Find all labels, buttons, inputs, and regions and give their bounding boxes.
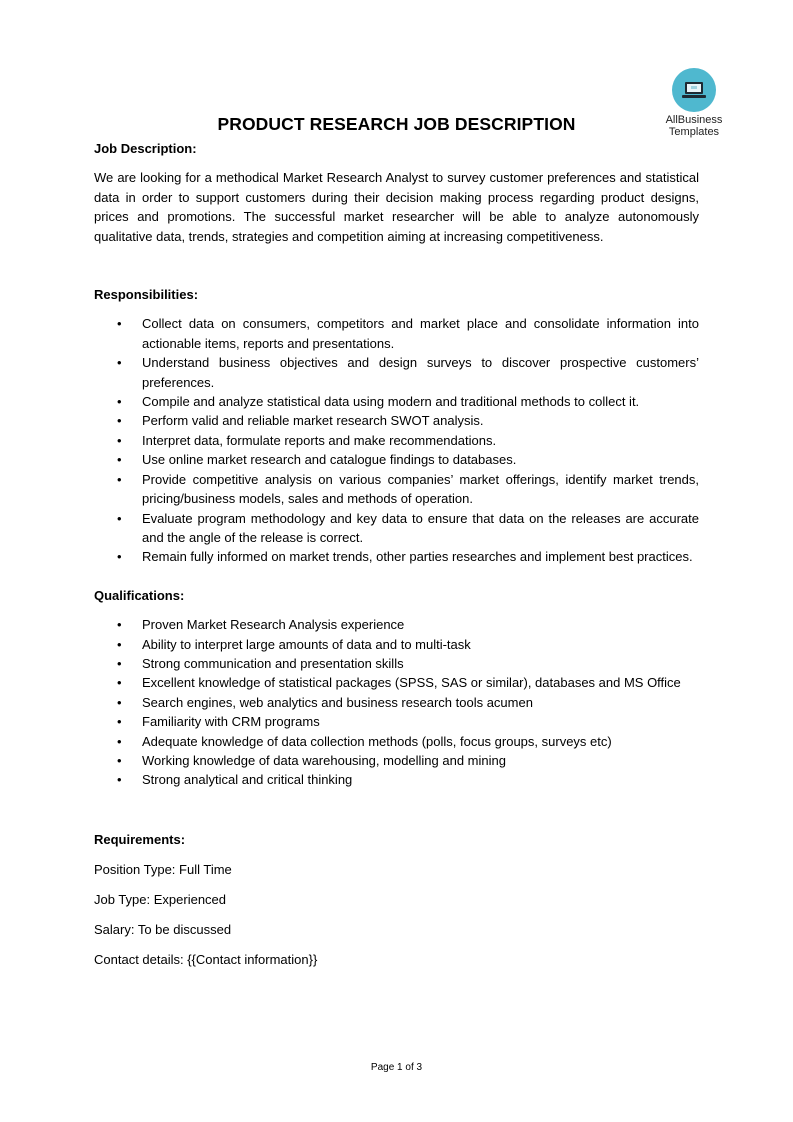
list-item: • Familiarity with CRM programs [94, 712, 699, 731]
qualifications-list [94, 615, 699, 790]
list-item: • Strong analytical and critical thinking [94, 770, 699, 789]
list-item: • Excellent knowledge of statistical packages (SPSS, SAS or similar), databases and MS Office [94, 673, 699, 692]
job-description-heading: Job Description: [94, 141, 197, 156]
qualifications-heading: Qualifications: [94, 587, 185, 603]
page-number: Page 1 of 3 [370, 1062, 423, 1073]
list-item: • Evaluate program methodology and key data to ensure that data on the releases are accurate and the angle of the release is correct. [94, 509, 699, 548]
position-type: Position Type: Full Time [94, 861, 232, 877]
list-item: • Perform valid and reliable market research SWOT analysis. [94, 411, 699, 430]
logo-line-1: AllBusiness [665, 114, 723, 126]
list-item: • Ability to interpret large amounts of data and to multi-task [94, 635, 699, 654]
list-item: • Search engines, web analytics and business research tools acumen [94, 693, 699, 712]
list-item: • Remain fully informed on market trends, other parties researches and implement best practices. [94, 547, 699, 566]
list-item: • Interpret data, formulate reports and make recommendations. [94, 431, 699, 450]
list-item: • Adequate knowledge of data collection methods (polls, focus groups, surveys etc) [94, 732, 699, 751]
list-item: • Strong communication and presentation skills [94, 654, 699, 673]
job-description-text: We are looking for a methodical Market Research Analyst to survey customer preferences and statistical data in order to support customers during their decision making process regarding product designs, prices and promotions. The successful market researcher will be able to analyze autonomously qualitative data, trends, strategies and competition aiming at increasing competitiveness. [94, 170, 699, 244]
requirements-heading: Requirements: [94, 831, 186, 847]
list-item: • Proven Market Research Analysis experience [94, 615, 699, 634]
laptop-icon [682, 80, 706, 100]
document-body [94, 139, 699, 969]
job-type: Job Type: Experienced [94, 891, 227, 907]
list-item: • Collect data on consumers, competitors and market place and consolidate information into actionable items, reports and presentations. [94, 314, 699, 353]
salary: Salary: To be discussed [94, 921, 232, 937]
responsibilities-list [94, 314, 699, 566]
responsibilities-heading: Responsibilities: [94, 287, 199, 303]
logo-circle [672, 68, 716, 112]
list-item: • Use online market research and catalogue findings to databases. [94, 450, 699, 469]
page-title: PRODUCT RESEARCH JOB DESCRIPTION [217, 114, 576, 134]
list-item: • Provide competitive analysis on various companies’ market offerings, identify market trends, pricing/business models, sales and methods of operation. [94, 470, 699, 509]
contact-details: Contact details: {{Contact information}} [94, 951, 318, 967]
list-item: • Understand business objectives and design surveys to discover prospective customers’ preferences. [94, 353, 699, 392]
list-item: • Working knowledge of data warehousing, modelling and mining [94, 751, 699, 770]
logo-line-2: Templates [668, 126, 720, 138]
list-item: • Compile and analyze statistical data using modern and traditional methods to collect it. [94, 392, 699, 411]
